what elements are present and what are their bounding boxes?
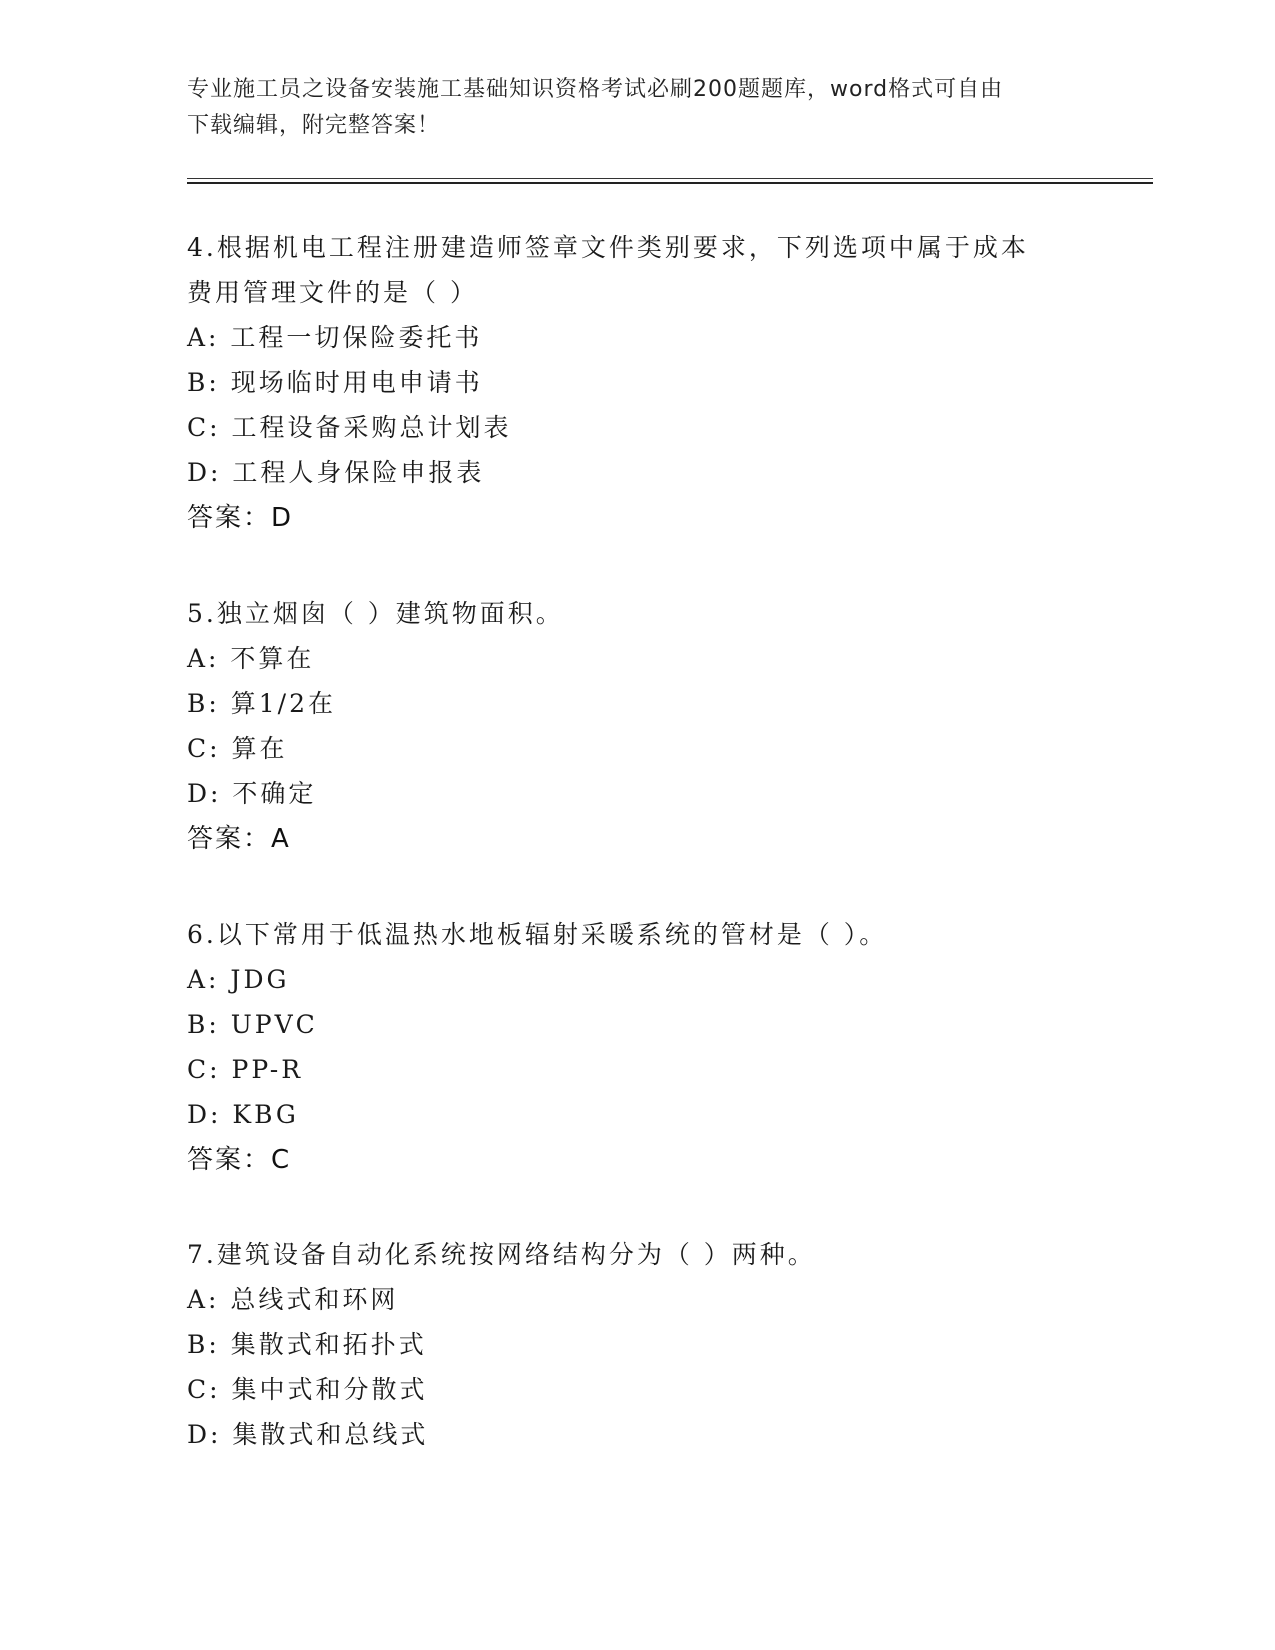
option-d: D: 集散式和总线式	[187, 1420, 429, 1449]
question-6	[187, 912, 1087, 1183]
question-stem: 7.建筑设备自动化系统按网络结构分为（ ）两种。	[187, 1240, 816, 1269]
answer: 答案：C	[187, 1145, 292, 1175]
question-stem: 5.独立烟囱（ ）建筑物面积。	[187, 599, 564, 628]
document-header	[187, 72, 1087, 144]
question-4	[187, 225, 1087, 541]
option-a: A: 总线式和环网	[187, 1285, 399, 1314]
question-7	[187, 1232, 1087, 1457]
question-5	[187, 591, 1087, 862]
option-d: D: KBG	[187, 1100, 299, 1129]
option-c: C: 工程设备采购总计划表	[187, 413, 512, 442]
option-a: A: JDG	[187, 965, 290, 994]
option-c: C: 集中式和分散式	[187, 1375, 428, 1404]
answer: 答案：D	[187, 503, 294, 533]
option-b: B: 现场临时用电申请书	[187, 368, 483, 397]
header-intro-line-2: 下载编辑，附完整答案！	[187, 113, 441, 138]
option-b: B: 集散式和拓扑式	[187, 1330, 427, 1359]
header-divider-top	[187, 178, 1153, 179]
option-d: D: 工程人身保险申报表	[187, 458, 485, 487]
option-a: A: 不算在	[187, 644, 315, 673]
option-b: B: 算1/2在	[187, 689, 336, 718]
header-divider-bottom	[187, 182, 1153, 184]
header-intro-line-1: 专业施工员之设备安装施工基础知识资格考试必刷200题题库，word格式可自由	[187, 77, 1004, 102]
option-c: C: 算在	[187, 734, 288, 763]
option-a: A: 工程一切保险委托书	[187, 323, 483, 352]
option-b: B: UPVC	[187, 1010, 318, 1039]
question-stem: 4.根据机电工程注册建造师签章文件类别要求，下列选项中属于成本	[187, 233, 1029, 262]
answer: 答案：A	[187, 824, 291, 854]
option-d: D: 不确定	[187, 779, 317, 808]
question-stem: 6.以下常用于低温热水地板辐射采暖系统的管材是（ ）。	[187, 920, 888, 949]
question-stem-continued: 费用管理文件的是（ ）	[187, 278, 478, 307]
option-c: C: PP-R	[187, 1055, 304, 1084]
